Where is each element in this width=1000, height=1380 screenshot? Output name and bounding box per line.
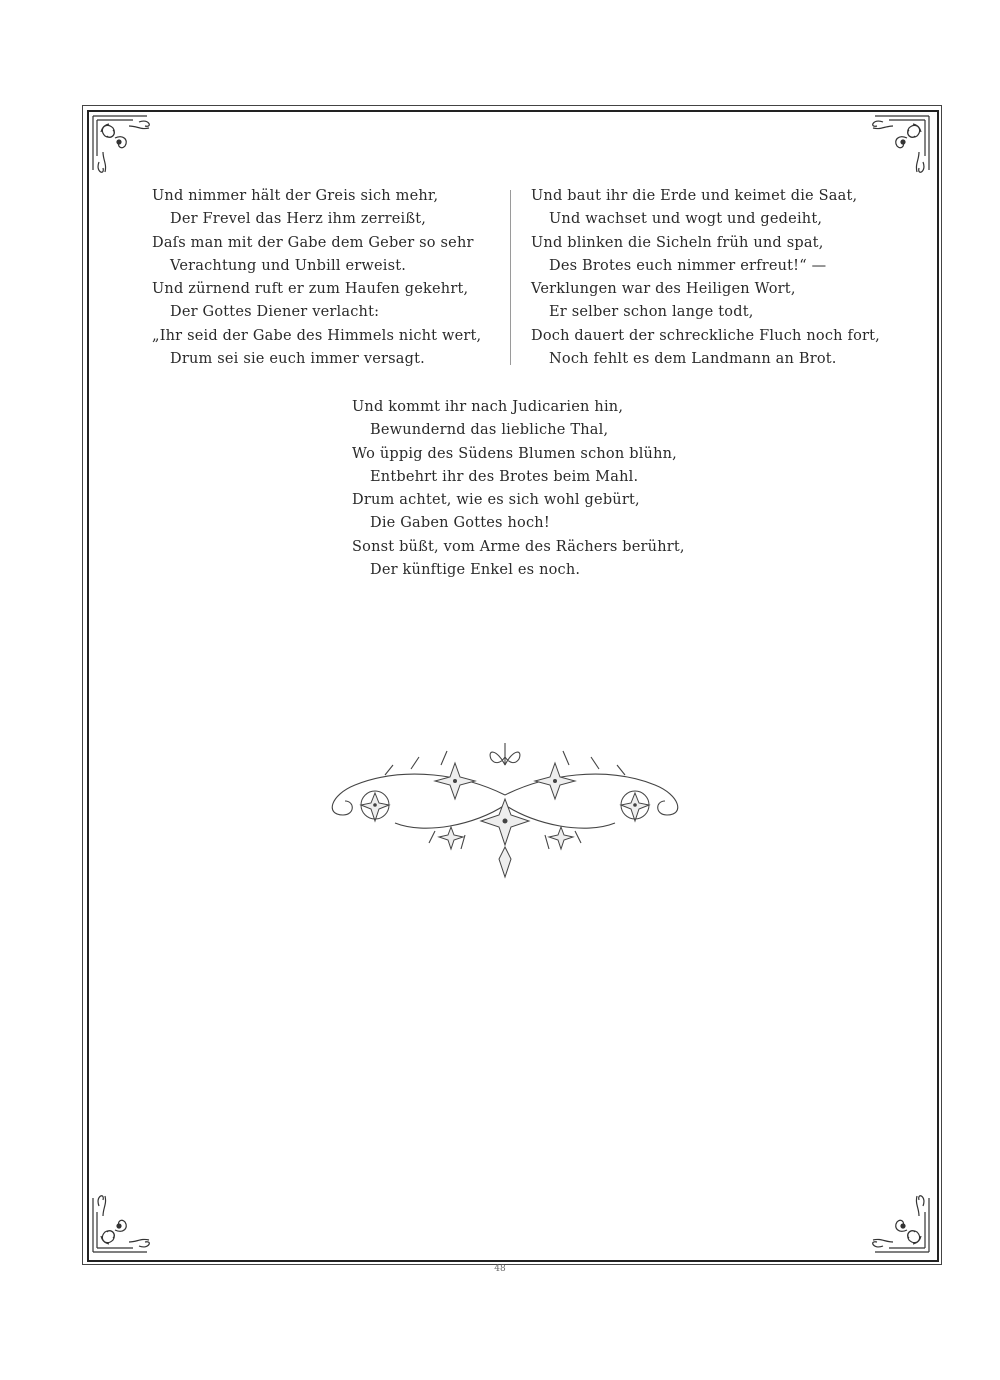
poem-line: Und wachset und wogt und gedeiht, bbox=[549, 211, 823, 228]
poem-line: Entbehrt ihr des Brotes beim Mahl. bbox=[370, 468, 639, 485]
column-divider bbox=[510, 190, 511, 365]
poem-line: Der Frevel das Herz ihm zerreißt, bbox=[170, 211, 427, 228]
poem-line: Verklungen war des Heiligen Wort, bbox=[531, 281, 796, 298]
corner-ornament-bottom-right bbox=[861, 1184, 933, 1256]
poem-line: Und nimmer hält der Greis sich mehr, bbox=[152, 188, 439, 204]
poem-line: Drum sei sie euch immer versagt. bbox=[170, 351, 425, 368]
corner-ornament-top-left bbox=[89, 112, 161, 184]
poem-line: Drum achtet, wie es sich wohl gebürt, bbox=[352, 492, 640, 509]
poem-line: Und blinken die Sicheln früh und spat, bbox=[531, 234, 824, 251]
poem-line: Daſs man mit der Gabe dem Geber so sehr bbox=[152, 234, 474, 251]
poem-line: Verachtung und Unbill erweist. bbox=[170, 257, 407, 274]
poem-line: Sonst büßt, vom Arme des Rächers berührt, bbox=[352, 538, 685, 555]
poem-line: Der künftige Enkel es noch. bbox=[370, 562, 581, 579]
poem-line: Der Gottes Diener verlacht: bbox=[170, 304, 380, 321]
corner-ornament-top-right bbox=[861, 112, 933, 184]
poem-line: Doch dauert der schreckliche Fluch noch fort, bbox=[531, 327, 880, 344]
poem-line: Wo üppig des Südens Blumen schon blühn, bbox=[352, 445, 677, 462]
poem-line: Und baut ihr die Erde und keimet die Saat, bbox=[531, 188, 858, 204]
poem-line: Und zürnend ruft er zum Haufen gekehrt, bbox=[152, 281, 469, 298]
poem-stanza-right bbox=[531, 185, 880, 371]
poem-line: Er selber schon lange todt, bbox=[549, 304, 754, 321]
poem-stanza-center bbox=[352, 396, 685, 582]
poem-line: Und kommt ihr nach Judicarien hin, bbox=[352, 399, 624, 415]
corner-ornament-bottom-left bbox=[89, 1184, 161, 1256]
poem-line: „Ihr seid der Gabe des Himmels nicht wert, bbox=[152, 327, 482, 344]
poem-stanza-left bbox=[152, 185, 481, 371]
poem-line: Bewundernd das liebliche Thal, bbox=[370, 422, 609, 439]
page-number: 48 bbox=[494, 1264, 506, 1274]
poem-line: Noch fehlt es dem Landmann an Brot. bbox=[549, 351, 837, 368]
poem-line: Die Gaben Gottes hoch! bbox=[370, 515, 550, 532]
floral-vignette-ornament bbox=[315, 735, 695, 885]
poem-line: Des Brotes euch nimmer erfreut!“ — bbox=[549, 257, 827, 274]
